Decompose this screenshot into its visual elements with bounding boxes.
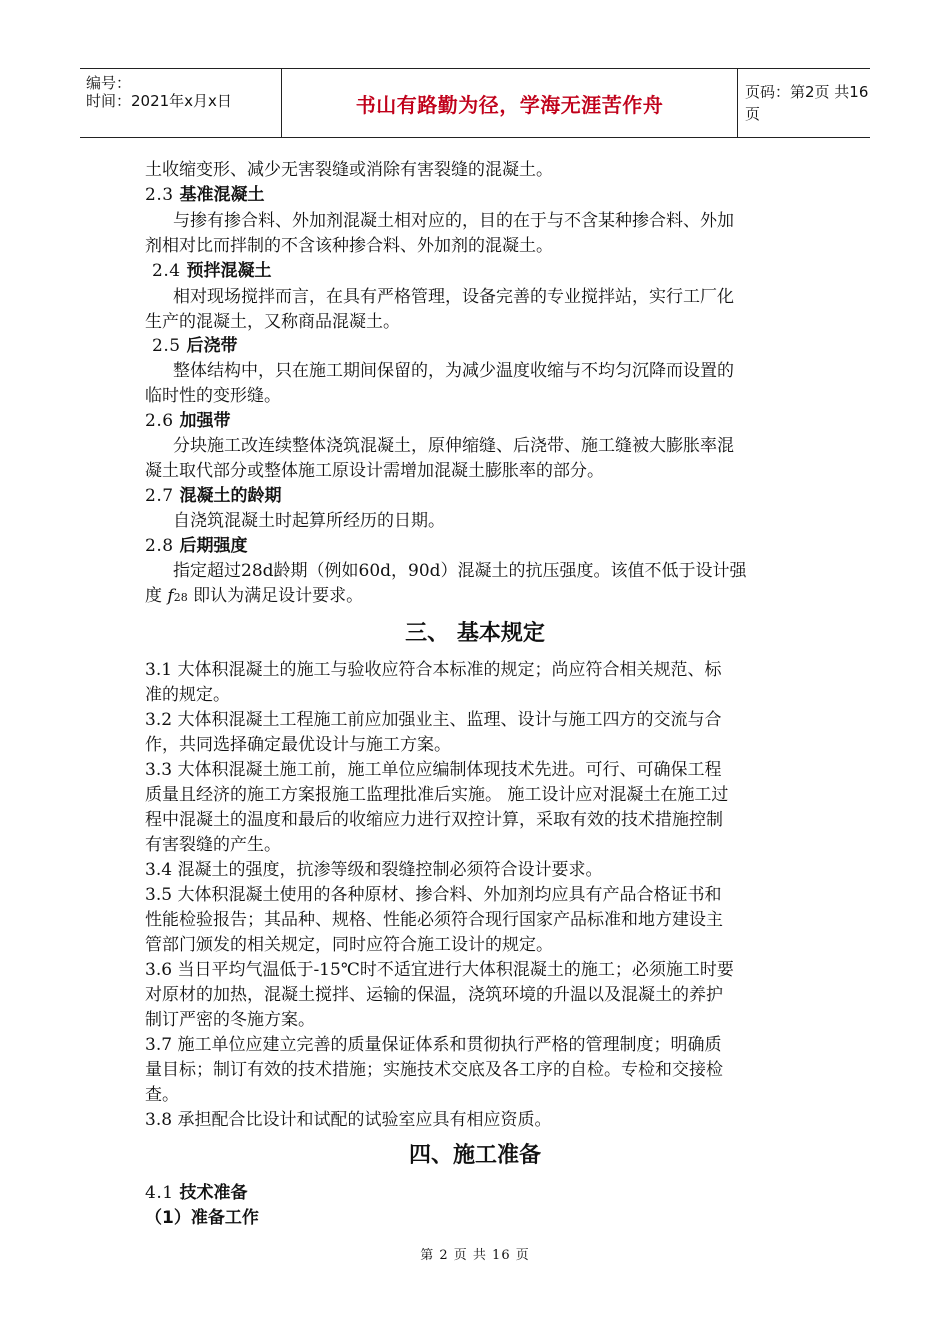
paragraph-line: 3.3 大体积混凝土施工前，施工单位应编制体现技术先进。可行、可确保工程 [145,760,722,780]
section-number: 4.1 [145,1183,180,1203]
paragraph-line: 程中混凝土的温度和最后的收缩应力进行双控计算，采取有效的技术措施控制 [145,810,723,830]
section-heading-2-8 [145,534,247,558]
paragraph-line: 与掺有掺合料、外加剂混凝土相对应的，目的在于与不含某种掺合料、外加 [173,211,734,231]
paragraph-line: 分块施工改连续整体浇筑混凝土，原伸缩缝、后浇带、施工缝被大膨胀率混 [173,436,734,456]
paragraph-line: 临时性的变形缝。 [145,386,281,406]
paragraph-line: 生产的混凝土，又称商品混凝土。 [145,312,400,332]
paragraph-line: 3.6 当日平均气温低于-15℃时不适宜进行大体积混凝土的施工；必须施工时要 [145,960,734,980]
formula-symbol: f [167,586,174,606]
paragraph-line: 3.2 大体积混凝土工程施工前应加强业主、监理、设计与施工四方的交流与合 [145,710,722,730]
paragraph-line: 有害裂缝的产生。 [145,835,281,855]
paragraph-line: 3.5 大体积混凝土使用的各种原材、掺合料、外加剂均应具有产品合格证书和 [145,885,722,905]
section-number: 2.4 [152,261,187,281]
section-title: 技术准备 [179,1183,248,1203]
paragraph-line: 量目标；制订有效的技术措施；实施技术交底及各工序的自检。专检和交接检 [145,1060,723,1080]
paragraph-line: 质量且经济的施工方案报施工监理批准后实施。 施工设计应对混凝土在施工过 [145,785,729,805]
header-motto-cell [281,69,738,137]
section-heading-2-4 [152,259,271,283]
section-number: 2.3 [145,185,180,205]
section-title: 后期强度 [179,536,248,556]
paragraph-line: 土收缩变形、减少无害裂缝或消除有害裂缝的混凝土。 [145,160,553,180]
paragraph-line: 性能检验报告；其品种、规格、性能必须符合现行国家产品标准和地方建设主 [145,910,723,930]
section-heading-4-1 [145,1181,247,1205]
paragraph-line: 制订严密的冬施方案。 [145,1010,315,1030]
paragraph-line: 自浇筑混凝土时起算所经历的日期。 [173,511,445,531]
section-title: 预拌混凝土 [186,261,272,281]
header-page-cell [737,69,870,137]
paragraph-line: 指定超过28d龄期（例如60d，90d）混凝土的抗压强度。该值不低于设计强 [173,561,747,581]
chapter-heading-3: 三、 基本规定 [405,621,545,646]
section-title: 后浇带 [186,336,238,356]
section-heading-2-7 [145,484,281,508]
doc-date-label: 时间：2021年x月x日 [86,92,232,110]
section-heading-2-5 [152,334,237,358]
text-fragment: 度 [145,586,168,606]
formula-subscript: 28 [173,591,188,604]
header-motto: 书山有路勤为径，学海无涯苦作舟 [355,92,664,117]
page-footer: 第 2 页 共 16 页 [420,1248,530,1263]
paragraph-line: 查。 [145,1085,179,1105]
paragraph-line: 整体结构中，只在施工期间保留的，为减少温度收缩与不均匀沉降而设置的 [173,361,734,381]
subsection-heading: （1）准备工作 [145,1208,259,1228]
paragraph-line: 准的规定。 [145,685,230,705]
header-page-info: 页码：第2页 共16页 [745,83,869,123]
paragraph-line: 剂相对比而拌制的不含该种掺合料、外加剂的混凝土。 [145,236,553,256]
section-title: 混凝土的龄期 [179,486,282,506]
chapter-heading-4: 四、施工准备 [408,1143,541,1168]
section-heading-2-3 [145,183,264,207]
header-table [80,68,870,138]
text-fragment: 即认为满足设计要求。 [187,586,364,606]
paragraph-line: 3.8 承担配合比设计和试配的试验室应具有相应资质。 [145,1110,552,1130]
section-number: 2.6 [145,411,180,431]
section-number: 2.8 [145,536,180,556]
paragraph-line: 3.1 大体积混凝土的施工与验收应符合本标准的规定；尚应符合相关规范、标 [145,660,722,680]
paragraph-line: 对原材的加热，混凝土搅拌、运输的保温，浇筑环境的升温以及混凝土的养护 [145,985,723,1005]
paragraph-line: 3.7 施工单位应建立完善的质量保证体系和贯彻执行严格的管理制度；明确质 [145,1035,722,1055]
header-left-cell [80,69,281,137]
section-number: 2.7 [145,486,180,506]
paragraph-line: 管部门颁发的相关规定，同时应符合施工设计的规定。 [145,935,553,955]
doc-number-label: 编号： [86,74,132,92]
section-number: 2.5 [152,336,187,356]
section-title: 加强带 [179,411,231,431]
paragraph-line: 凝土取代部分或整体施工原设计需增加混凝土膨胀率的部分。 [145,461,604,481]
paragraph-line: 3.4 混凝土的强度，抗渗等级和裂缝控制必须符合设计要求。 [145,860,603,880]
paragraph-line [145,584,363,610]
paragraph-line: 作，共同选择确定最优设计与施工方案。 [145,735,451,755]
section-heading-2-6 [145,409,230,433]
paragraph-line: 相对现场搅拌而言，在具有严格管理，设备完善的专业搅拌站，实行工厂化 [173,287,734,307]
section-title: 基准混凝土 [179,185,265,205]
